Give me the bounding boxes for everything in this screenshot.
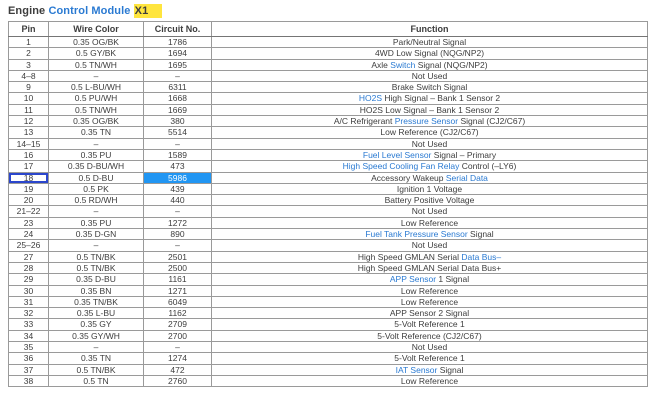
table-row bbox=[9, 353, 648, 364]
pin-cell[interactable]: 11 bbox=[9, 104, 49, 115]
function-cell[interactable] bbox=[212, 48, 648, 59]
circuit-no-cell[interactable]: 1669 bbox=[144, 104, 212, 115]
function-text: Signal (NQG/NP2) bbox=[415, 59, 488, 70]
table-row bbox=[9, 364, 648, 375]
circuit-no-cell[interactable]: 2700 bbox=[144, 330, 212, 341]
function-text: High Signal – Bank 1 Sensor 2 bbox=[382, 93, 501, 104]
function-cell[interactable] bbox=[212, 296, 648, 307]
circuit-no-cell[interactable]: – bbox=[144, 342, 212, 353]
function-text: Signal bbox=[467, 229, 494, 240]
function-cell[interactable] bbox=[212, 183, 648, 194]
circuit-no-cell[interactable]: 890 bbox=[144, 229, 212, 240]
column-header-function: Function bbox=[212, 22, 648, 37]
pin-cell[interactable]: 25–26 bbox=[9, 240, 49, 251]
pin-cell[interactable]: 13 bbox=[9, 127, 49, 138]
page-title bbox=[8, 5, 650, 17]
circuit-no-cell[interactable]: 1786 bbox=[144, 37, 212, 48]
function-cell[interactable] bbox=[212, 104, 648, 115]
wire-color-cell[interactable]: 0.35 OG/BK bbox=[49, 116, 144, 127]
wire-color-cell[interactable]: 0.5 TN/WH bbox=[49, 104, 144, 115]
wire-color-cell[interactable]: 0.35 GY bbox=[49, 319, 144, 330]
pin-cell[interactable]: 27 bbox=[9, 251, 49, 262]
circuit-no-cell[interactable]: – bbox=[144, 138, 212, 149]
pin-cell[interactable]: 28 bbox=[9, 262, 49, 273]
pin-cell[interactable]: 18 bbox=[9, 172, 49, 183]
pinout-table bbox=[8, 21, 648, 387]
function-text: Brake Switch Signal bbox=[391, 82, 468, 93]
function-text: Not Used bbox=[411, 138, 448, 149]
circuit-no-cell[interactable]: 380 bbox=[144, 116, 212, 127]
function-cell[interactable] bbox=[212, 59, 648, 70]
function-cell[interactable] bbox=[212, 319, 648, 330]
function-link[interactable]: High Speed Cooling Fan Relay bbox=[342, 161, 460, 172]
control-module-link[interactable]: Control Module bbox=[48, 5, 131, 17]
function-link[interactable]: Fuel Tank Pressure Sensor bbox=[365, 229, 468, 240]
pinout-table-body bbox=[9, 37, 648, 387]
function-text: Signal bbox=[437, 364, 464, 375]
search-highlight: X1 bbox=[134, 4, 163, 18]
table-row bbox=[9, 375, 648, 386]
pin-cell[interactable]: 16 bbox=[9, 149, 49, 160]
function-link[interactable]: Fuel Level Sensor bbox=[362, 149, 432, 160]
wire-color-cell[interactable]: 0.35 OG/BK bbox=[49, 37, 144, 48]
table-row bbox=[9, 206, 648, 217]
function-cell[interactable] bbox=[212, 149, 648, 160]
function-cell[interactable] bbox=[212, 70, 648, 81]
function-text: Signal – Primary bbox=[431, 149, 497, 160]
pin-cell[interactable]: 20 bbox=[9, 195, 49, 206]
pin-cell[interactable]: 21–22 bbox=[9, 206, 49, 217]
pin-cell[interactable]: 4–8 bbox=[9, 70, 49, 81]
function-cell[interactable] bbox=[212, 229, 648, 240]
function-link[interactable]: Pressure Sensor bbox=[394, 116, 459, 127]
function-cell[interactable] bbox=[212, 161, 648, 172]
function-text: 1 Signal bbox=[436, 274, 470, 285]
table-row bbox=[9, 251, 648, 262]
table-row bbox=[9, 172, 648, 183]
function-text: Signal (CJ2/C67) bbox=[458, 116, 526, 127]
function-text: 4WD Low Signal (NQG/NP2) bbox=[374, 48, 485, 59]
table-row bbox=[9, 48, 648, 59]
function-cell[interactable] bbox=[212, 353, 648, 364]
circuit-no-cell[interactable]: 472 bbox=[144, 364, 212, 375]
wire-color-cell[interactable]: 0.5 TN bbox=[49, 375, 144, 386]
circuit-no-cell[interactable]: 2709 bbox=[144, 319, 212, 330]
wire-color-cell[interactable]: 0.35 PU bbox=[49, 217, 144, 228]
table-row bbox=[9, 93, 648, 104]
wire-color-cell[interactable]: – bbox=[49, 138, 144, 149]
function-text: Low Reference bbox=[400, 375, 459, 386]
function-link[interactable]: Switch bbox=[390, 59, 416, 70]
function-text: Not Used bbox=[411, 342, 448, 353]
wire-color-cell[interactable]: 0.5 PK bbox=[49, 183, 144, 194]
function-cell[interactable] bbox=[212, 262, 648, 273]
wire-color-cell[interactable]: 0.5 L-BU/WH bbox=[49, 82, 144, 93]
pin-cell[interactable]: 32 bbox=[9, 308, 49, 319]
table-row bbox=[9, 308, 648, 319]
pin-cell[interactable]: 2 bbox=[9, 48, 49, 59]
table-row bbox=[9, 82, 648, 93]
circuit-no-cell[interactable]: 6049 bbox=[144, 296, 212, 307]
wire-color-cell[interactable]: 0.35 D-BU bbox=[49, 274, 144, 285]
function-text: Park/Neutral Signal bbox=[392, 37, 467, 47]
function-text: HO2S Low Signal – Bank 1 Sensor 2 bbox=[359, 104, 500, 115]
table-row bbox=[9, 104, 648, 115]
function-cell[interactable] bbox=[212, 138, 648, 149]
function-text: Low Reference bbox=[400, 217, 459, 228]
table-row bbox=[9, 116, 648, 127]
pin-cell[interactable]: 12 bbox=[9, 116, 49, 127]
circuit-no-cell[interactable]: – bbox=[144, 70, 212, 81]
function-cell[interactable] bbox=[212, 116, 648, 127]
wire-color-cell[interactable]: 0.5 TN/BK bbox=[49, 251, 144, 262]
pin-cell[interactable]: 34 bbox=[9, 330, 49, 341]
circuit-no-cell[interactable]: 5514 bbox=[144, 127, 212, 138]
circuit-no-cell[interactable]: 440 bbox=[144, 195, 212, 206]
wire-color-cell[interactable]: 0.35 GY/WH bbox=[49, 330, 144, 341]
wire-color-cell[interactable]: 0.35 D-BU/WH bbox=[49, 161, 144, 172]
circuit-no-cell[interactable]: 1162 bbox=[144, 308, 212, 319]
function-cell[interactable] bbox=[212, 172, 648, 183]
wire-color-cell[interactable]: 0.35 TN bbox=[49, 127, 144, 138]
function-cell[interactable] bbox=[212, 93, 648, 104]
function-cell[interactable] bbox=[212, 285, 648, 296]
function-text: Ignition 1 Voltage bbox=[396, 183, 463, 194]
wire-color-cell[interactable]: 0.35 L-BU bbox=[49, 308, 144, 319]
wire-color-cell[interactable]: – bbox=[49, 342, 144, 353]
pin-cell[interactable]: 31 bbox=[9, 296, 49, 307]
circuit-no-cell[interactable]: 5986 bbox=[144, 172, 212, 183]
pin-cell[interactable]: 10 bbox=[9, 93, 49, 104]
function-cell[interactable] bbox=[212, 364, 648, 375]
wire-color-cell[interactable]: 0.5 GY/BK bbox=[49, 48, 144, 59]
circuit-no-cell[interactable]: – bbox=[144, 206, 212, 217]
pin-cell[interactable]: 38 bbox=[9, 375, 49, 386]
function-cell[interactable] bbox=[212, 342, 648, 353]
pin-cell[interactable]: 3 bbox=[9, 59, 49, 70]
wire-color-cell[interactable]: 0.35 TN bbox=[49, 353, 144, 364]
table-row bbox=[9, 330, 648, 341]
table-row bbox=[9, 161, 648, 172]
function-text: Axle bbox=[371, 59, 391, 70]
pin-cell[interactable]: 19 bbox=[9, 183, 49, 194]
circuit-no-cell[interactable]: 6311 bbox=[144, 82, 212, 93]
table-row bbox=[9, 149, 648, 160]
wire-color-cell[interactable]: – bbox=[49, 206, 144, 217]
table-row bbox=[9, 127, 648, 138]
function-cell[interactable] bbox=[212, 127, 648, 138]
table-row bbox=[9, 285, 648, 296]
circuit-no-cell[interactable]: 1272 bbox=[144, 217, 212, 228]
function-text: Battery Positive Voltage bbox=[384, 195, 475, 206]
pin-cell[interactable]: 23 bbox=[9, 217, 49, 228]
function-cell[interactable] bbox=[212, 206, 648, 217]
wire-color-cell[interactable]: 0.35 BN bbox=[49, 285, 144, 296]
function-link[interactable]: APP Sensor bbox=[389, 274, 437, 285]
function-text: APP Sensor 2 Signal bbox=[389, 308, 470, 319]
table-row bbox=[9, 59, 648, 70]
title-prefix: Engine bbox=[8, 5, 49, 17]
function-link[interactable]: Data Bus– bbox=[461, 251, 502, 262]
wire-color-cell[interactable]: 0.35 TN/BK bbox=[49, 296, 144, 307]
column-header-circuit-no: Circuit No. bbox=[144, 22, 212, 37]
circuit-no-cell[interactable]: 1274 bbox=[144, 353, 212, 364]
function-cell[interactable] bbox=[212, 375, 648, 386]
function-text: Control (–LY6) bbox=[459, 161, 517, 172]
function-text: 5-Volt Reference 1 bbox=[394, 319, 465, 330]
function-text: Accessory Wakeup bbox=[371, 172, 446, 183]
function-text: A/C Refrigerant bbox=[333, 116, 395, 127]
pin-cell[interactable]: 29 bbox=[9, 274, 49, 285]
circuit-no-cell[interactable]: 1271 bbox=[144, 285, 212, 296]
function-text: 5-Volt Reference 1 bbox=[394, 353, 465, 364]
table-header-row bbox=[9, 22, 648, 37]
function-link[interactable]: HO2S bbox=[358, 93, 382, 104]
wire-color-cell[interactable]: 0.5 PU/WH bbox=[49, 93, 144, 104]
wire-color-cell[interactable]: 0.5 TN/BK bbox=[49, 364, 144, 375]
circuit-no-cell[interactable]: 2500 bbox=[144, 262, 212, 273]
table-row bbox=[9, 342, 648, 353]
function-text: Low Reference bbox=[400, 296, 459, 307]
function-text: Low Reference bbox=[400, 285, 459, 296]
pin-cell[interactable]: 33 bbox=[9, 319, 49, 330]
table-row bbox=[9, 262, 648, 273]
wire-color-cell[interactable]: 0.35 D-GN bbox=[49, 229, 144, 240]
wire-color-cell[interactable]: 0.35 PU bbox=[49, 149, 144, 160]
function-text: 5-Volt Reference (CJ2/C67) bbox=[377, 330, 482, 341]
table-row bbox=[9, 183, 648, 194]
pin-cell[interactable]: 36 bbox=[9, 353, 49, 364]
function-cell[interactable] bbox=[212, 251, 648, 262]
function-cell[interactable] bbox=[212, 330, 648, 341]
circuit-no-cell[interactable]: 1694 bbox=[144, 48, 212, 59]
wire-color-cell[interactable]: 0.5 TN/WH bbox=[49, 59, 144, 70]
pin-cell[interactable]: 37 bbox=[9, 364, 49, 375]
function-cell[interactable] bbox=[212, 217, 648, 228]
function-text: High Speed GMLAN Serial Data Bus+ bbox=[357, 262, 502, 273]
function-text: Not Used bbox=[411, 206, 448, 217]
pin-cell[interactable]: 14–15 bbox=[9, 138, 49, 149]
wire-color-cell[interactable]: 0.5 TN/BK bbox=[49, 262, 144, 273]
pin-cell[interactable]: 30 bbox=[9, 285, 49, 296]
table-row bbox=[9, 138, 648, 149]
wire-color-cell[interactable]: – bbox=[49, 240, 144, 251]
circuit-no-cell[interactable]: 1161 bbox=[144, 274, 212, 285]
circuit-no-cell[interactable]: 473 bbox=[144, 161, 212, 172]
pin-cell[interactable]: 35 bbox=[9, 342, 49, 353]
function-cell[interactable] bbox=[212, 37, 648, 48]
function-text: Not Used bbox=[411, 70, 448, 81]
function-cell[interactable] bbox=[212, 195, 648, 206]
function-cell[interactable] bbox=[212, 308, 648, 319]
wire-color-cell[interactable]: 0.5 RD/WH bbox=[49, 195, 144, 206]
wire-color-cell[interactable]: – bbox=[49, 70, 144, 81]
table-row bbox=[9, 319, 648, 330]
function-cell[interactable] bbox=[212, 240, 648, 251]
circuit-no-cell[interactable]: 2501 bbox=[144, 251, 212, 262]
function-cell[interactable] bbox=[212, 82, 648, 93]
pin-cell[interactable]: 1 bbox=[9, 37, 49, 48]
table-row bbox=[9, 37, 648, 48]
function-text: High Speed GMLAN Serial bbox=[357, 251, 462, 262]
column-header-wire-color: Wire Color bbox=[49, 22, 144, 37]
function-link[interactable]: IAT Sensor bbox=[395, 364, 438, 375]
circuit-no-cell[interactable]: 2760 bbox=[144, 375, 212, 386]
table-row bbox=[9, 240, 648, 251]
circuit-no-cell[interactable]: 1668 bbox=[144, 93, 212, 104]
pin-cell[interactable]: 9 bbox=[9, 82, 49, 93]
function-text: Not Used bbox=[411, 240, 448, 251]
circuit-no-cell[interactable]: 1589 bbox=[144, 149, 212, 160]
function-text: Low Reference (CJ2/C67) bbox=[380, 127, 479, 138]
circuit-no-cell[interactable]: – bbox=[144, 240, 212, 251]
function-link[interactable]: Serial Data bbox=[445, 172, 488, 183]
table-row bbox=[9, 274, 648, 285]
wire-color-cell[interactable]: 0.5 D-BU bbox=[49, 172, 144, 183]
function-cell[interactable] bbox=[212, 274, 648, 285]
column-header-pin: Pin bbox=[9, 22, 49, 37]
circuit-no-cell[interactable]: 439 bbox=[144, 183, 212, 194]
pin-cell[interactable]: 17 bbox=[9, 161, 49, 172]
table-row bbox=[9, 229, 648, 240]
table-row bbox=[9, 296, 648, 307]
table-row bbox=[9, 217, 648, 228]
table-row bbox=[9, 195, 648, 206]
table-row bbox=[9, 70, 648, 81]
pin-cell[interactable]: 24 bbox=[9, 229, 49, 240]
circuit-no-cell[interactable]: 1695 bbox=[144, 59, 212, 70]
